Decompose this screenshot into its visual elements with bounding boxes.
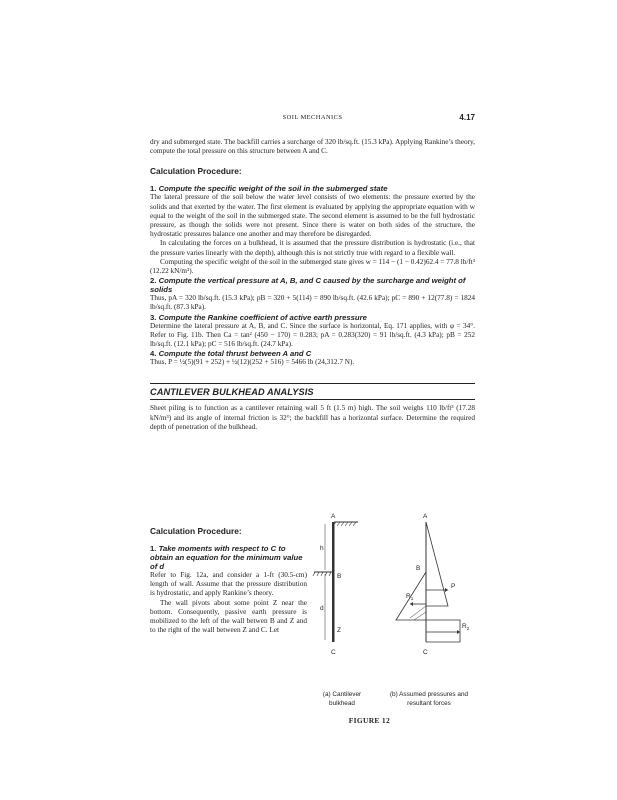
step-1-paragraph-3: Computing the specific weight of the soil in the submerged state gives w = 114 − (1 − 0.42)62.4 = 77.8 lb/ft³ (12.22 kN/m³).	[150, 257, 475, 276]
diagram-b	[396, 513, 470, 656]
step-1-paragraph-1: The lateral pressure of the soil below the water level consists of two elements: the pressure exerted by the solids and that exerted by the water. The first element is evaluated by applying the appropriate equation with w equal to the weight of the soil in the submerged state. The second element is assumed to be the full hydrostatic pressure, as though the solids were not present. Since there is water on both sides of the structure, the hydrostatic pressures balance one another and may therefore be disregarded.	[150, 193, 475, 239]
step-4-paragraph: Thus, P = ½(5)(91 + 252) + ½(12)(252 + 516) = 5466 lb (24,312.7 N).	[150, 358, 355, 367]
step-number: 3.	[150, 312, 157, 322]
step-title: Compute the Rankine coefficient of active earth pressure	[158, 312, 367, 322]
section-title: CANTILEVER BULKHEAD ANALYSIS	[150, 384, 475, 400]
hatch-line	[414, 612, 426, 620]
intro-paragraph: dry and submerged state. The backfill carries a surcharge of 320 lb/sq.ft. (15.3 kPa). Applying Rankine’s theory, compute the total pressure on this structure between A and C.	[150, 138, 475, 156]
label-a-right: A	[423, 513, 428, 520]
step-number: 4.	[150, 349, 157, 359]
step-title: Compute the specific weight of the soil in the submerged state	[158, 184, 388, 194]
label-r2: $R_2$	[462, 623, 470, 631]
arrow-head	[445, 588, 448, 592]
step-title: Compute the total thrust between A and C	[158, 349, 312, 359]
lower-step-1-heading	[150, 544, 307, 571]
dredge-hatch	[313, 572, 331, 576]
caption-b: (b) Assumed pressures and resultant forces	[389, 691, 469, 707]
calculation-heading: Calculation Procedure:	[150, 166, 242, 177]
hatch-line	[410, 606, 426, 618]
lower-step-1-paragraph-1: Refer to Fig. 12a, and consider a 1-ft (30.5-cm) length of wall. Assume that the pressure distribution is hydrostatic, and apply Rankine’s theory.	[150, 571, 307, 598]
lower-section	[150, 513, 475, 746]
running-title: SOIL MECHANICS	[282, 114, 343, 121]
step-title: Compute the vertical pressure at A, B, and C caused by the surcharge and weight of solids	[150, 276, 466, 295]
label-b-right: B	[416, 565, 421, 572]
step-title: Take moments with respect to C to obtain an equation for the minimum value of d	[150, 544, 303, 571]
problem-statement: Sheet piling is to function as a cantilever retaining wall 5 ft (1.5 m) high. The soil weighs 110 lb/ft³ (17.28 kN/m³) and its angle of internal friction is 32°; the backfill has a horizontal surface. Determine the required depth of penetration of the bulkhead.	[150, 404, 475, 431]
label-d: d	[320, 605, 324, 612]
arrow-head	[457, 630, 460, 634]
label-p: P	[451, 583, 456, 590]
label-r1: $R_1$	[406, 593, 414, 601]
figure-12	[310, 510, 476, 736]
step-number: 2.	[150, 276, 157, 286]
step-2-paragraph: Thus, pA = 320 lb/sq.ft. (15.3 kPa); pB = 320 + 5(114) = 890 lb/sq.ft. (42.6 kPa); pC = 890 + 12(77.8) = 1824 lb/sq.ft. (87.3 kPa).	[150, 294, 475, 312]
step-3-paragraph: Determine the lateral pressure at A, B, and C. Since the surface is horizontal, Eq. 171 applies, with φ = 34°. Refer to Fig. 11b. Then Ca = tan² (450 − 170) = 0.283; pA = 0.283(320) = 91 lb/sq.ft. (4.3 kPa); pB = 252 lb/sq.ft. (12.1 kPa); pC = 516 lb/sq.ft. (24.7 kPa).	[150, 321, 475, 349]
caption-a: (a) Cantilever bulkhead	[322, 691, 362, 707]
sheet-pile-wall	[332, 522, 335, 642]
ground-hatch	[333, 522, 356, 526]
page-number: 4.17	[459, 113, 475, 122]
bulkhead-diagram	[310, 510, 476, 690]
main-text	[150, 138, 475, 432]
label-c-right: C	[423, 649, 428, 656]
label-b-left: B	[337, 573, 342, 580]
passive-pressure-right	[426, 620, 460, 642]
label-a-left: A	[331, 513, 336, 520]
step-1-paragraph-2: In calculating the forces on a bulkhead, it is assumed that the pressure distribution is hydrostatic (i.e., that the pressure varies linearly with the depth), although this is not strictly true with regard to a flexible wall.	[150, 239, 475, 257]
running-header	[150, 114, 475, 126]
label-z: Z	[337, 627, 341, 634]
diagram-a	[313, 513, 358, 656]
step-2-heading	[150, 276, 475, 294]
lower-step-1-paragraph-2: The wall pivots about some point Z near the bottom. Consequently, passive earth pressure is mobilized to the left of the wall betwen B and Z and to the right of the wall between Z and C. Let	[150, 598, 307, 635]
step-number: 1.	[150, 544, 157, 553]
step-3-heading	[150, 313, 475, 322]
active-pressure-triangle	[426, 522, 448, 606]
label-c-left: C	[331, 649, 336, 656]
left-column	[150, 526, 307, 635]
step-number: 1.	[150, 184, 157, 194]
arrow-head	[410, 602, 413, 606]
figure-label: FIGURE 12	[348, 716, 390, 725]
label-h: h	[320, 545, 324, 552]
step-1-heading	[150, 184, 475, 193]
calculation-heading-2: Calculation Procedure:	[150, 526, 242, 536]
step-4-heading	[150, 349, 475, 358]
